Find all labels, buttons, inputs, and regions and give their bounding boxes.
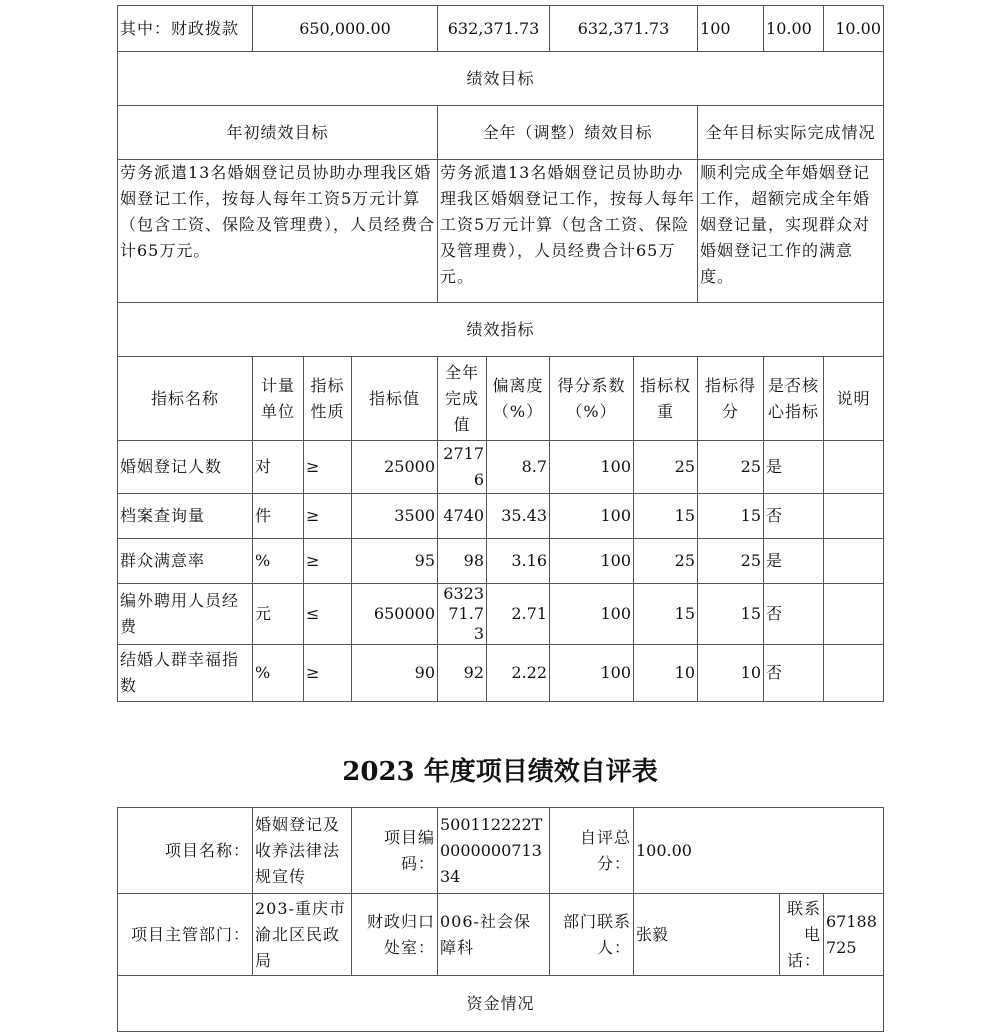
indicator-coef: 100: [550, 441, 634, 494]
indicators-section-title: 绩效指标: [118, 303, 884, 357]
indicator-note: [824, 539, 884, 584]
indicator-header-name: 指标名称: [118, 357, 253, 441]
indicator-actual: 98: [438, 539, 487, 584]
indicator-core: 是: [764, 539, 824, 584]
project-info-table: [117, 807, 884, 1032]
contact-label: 部门联系人：: [550, 894, 634, 976]
indicator-core: 是: [764, 441, 824, 494]
indicator-score: 25: [698, 441, 764, 494]
indicator-nature: ≥: [304, 441, 352, 494]
indicator-target: 650000: [352, 584, 438, 645]
indicator-header-actual: 全年完成值: [438, 357, 487, 441]
indicator-header-weight: 指标权重: [634, 357, 698, 441]
indicator-deviation: 35.43: [487, 494, 550, 539]
table-row: [118, 645, 884, 702]
fund-adjusted-budget: 632,371.73: [438, 6, 550, 52]
indicator-name: 群众满意率: [118, 539, 253, 584]
indicator-header-deviation: 偏离度（%）: [487, 357, 550, 441]
fund-annual-budget: 650,000.00: [253, 6, 438, 52]
indicator-nature: ≥: [304, 645, 352, 702]
project-code-label: 项目编码：: [352, 808, 438, 894]
indicator-name: 结婚人群幸福指数: [118, 645, 253, 702]
performance-table: [117, 5, 884, 702]
fund-execution-rate: 10.00: [764, 6, 824, 52]
self-score-value: 100.00: [634, 808, 884, 894]
goals-section-title: 绩效目标: [118, 52, 884, 106]
indicator-target: 90: [352, 645, 438, 702]
indicator-deviation: 2.22: [487, 645, 550, 702]
table-row: [118, 441, 884, 494]
table-row: [118, 494, 884, 539]
indicator-score: 15: [698, 584, 764, 645]
indicator-core: 否: [764, 645, 824, 702]
indicator-deviation: 3.16: [487, 539, 550, 584]
indicator-core: 否: [764, 584, 824, 645]
dept-label: 项目主管部门：: [118, 894, 253, 976]
indicator-target: 3500: [352, 494, 438, 539]
indicator-coef: 100: [550, 539, 634, 584]
indicator-unit: %: [253, 539, 304, 584]
indicator-header-score: 指标得分: [698, 357, 764, 441]
indicator-unit: 元: [253, 584, 304, 645]
project-info-row-1: [118, 808, 884, 894]
indicator-note: [824, 645, 884, 702]
indicator-nature: ≥: [304, 494, 352, 539]
fund-score-weight: 100: [698, 6, 764, 52]
indicator-nature: ≤: [304, 584, 352, 645]
indicator-weight: 15: [634, 494, 698, 539]
indicator-header-core: 是否核心指标: [764, 357, 824, 441]
goals-content-row: [118, 160, 884, 303]
office-label: 财政归口处室：: [352, 894, 438, 976]
indicator-nature: ≥: [304, 539, 352, 584]
table-row: [118, 584, 884, 645]
indicator-name: 婚姻登记人数: [118, 441, 253, 494]
indicator-name: 编外聘用人员经费: [118, 584, 253, 645]
indicator-header-coef: 得分系数（%）: [550, 357, 634, 441]
indicator-weight: 25: [634, 441, 698, 494]
indicator-header-nature: 指标性质: [304, 357, 352, 441]
indicator-name: 档案查询量: [118, 494, 253, 539]
goals-header-row: [118, 106, 884, 160]
indicator-core: 否: [764, 494, 824, 539]
indicator-deviation: 8.7: [487, 441, 550, 494]
funds-section-title: 资金情况: [118, 976, 884, 1032]
project-info-row-2: [118, 894, 884, 976]
indicator-actual: 4740: [438, 494, 487, 539]
goal-initial-text: 劳务派遣13名婚姻登记员协助办理我区婚姻登记工作，按每人每年工资5万元计算（包含工资、保险及管理费），人员经费合计65万元。: [118, 160, 438, 303]
indicator-note: [824, 494, 884, 539]
indicator-header-unit: 计量单位: [253, 357, 304, 441]
indicator-unit: 件: [253, 494, 304, 539]
fund-label: 其中：财政拨款: [118, 6, 253, 52]
indicator-note: [824, 584, 884, 645]
contact-value: 张毅: [634, 894, 780, 976]
goal-adjusted-text: 劳务派遣13名婚姻登记员协助办理我区婚姻登记工作，按每人每年工资5万元计算（包含工资、保险及管理费），人员经费合计65万元。: [438, 160, 698, 303]
office-value: 006-社会保障科: [438, 894, 550, 976]
indicator-unit: 对: [253, 441, 304, 494]
indicator-unit: %: [253, 645, 304, 702]
project-name-label: 项目名称：: [118, 808, 253, 894]
indicator-coef: 100: [550, 584, 634, 645]
indicator-coef: 100: [550, 645, 634, 702]
project-name-value: 婚姻登记及收养法律法规宣传: [253, 808, 352, 894]
page-title: 2023 年度项目绩效自评表: [342, 757, 658, 787]
indicator-target: 25000: [352, 441, 438, 494]
table-row: [118, 539, 884, 584]
phone-value: 67188725: [824, 894, 884, 976]
dept-value: 203-重庆市渝北区民政局: [253, 894, 352, 976]
indicators-header-row: [118, 357, 884, 441]
indicator-note: [824, 441, 884, 494]
goals-header-initial: 年初绩效目标: [118, 106, 438, 160]
indicator-header-target: 指标值: [352, 357, 438, 441]
indicator-weight: 15: [634, 584, 698, 645]
fund-score: 10.00: [824, 6, 884, 52]
project-code-value: 500112222T000000071334: [438, 808, 550, 894]
indicator-target: 95: [352, 539, 438, 584]
indicator-score: 15: [698, 494, 764, 539]
indicator-score: 10: [698, 645, 764, 702]
indicator-actual: 92: [438, 645, 487, 702]
goals-header-adjusted: 全年（调整）绩效目标: [438, 106, 698, 160]
indicator-coef: 100: [550, 494, 634, 539]
indicator-score: 25: [698, 539, 764, 584]
goal-actual-text: 顺利完成全年婚姻登记工作，超额完成全年婚姻登记量，实现群众对婚姻登记工作的满意度。: [698, 160, 884, 303]
goals-header-actual: 全年目标实际完成情况: [698, 106, 884, 160]
indicator-weight: 10: [634, 645, 698, 702]
fund-executed: 632,371.73: [550, 6, 698, 52]
indicator-actual: 632371.73: [438, 584, 487, 645]
indicator-weight: 25: [634, 539, 698, 584]
fund-row: [118, 6, 884, 52]
indicator-actual: 27176: [438, 441, 487, 494]
indicator-header-note: 说明: [824, 357, 884, 441]
indicator-deviation: 2.71: [487, 584, 550, 645]
self-score-label: 自评总分：: [550, 808, 634, 894]
phone-label: 联系电话：: [780, 894, 824, 976]
